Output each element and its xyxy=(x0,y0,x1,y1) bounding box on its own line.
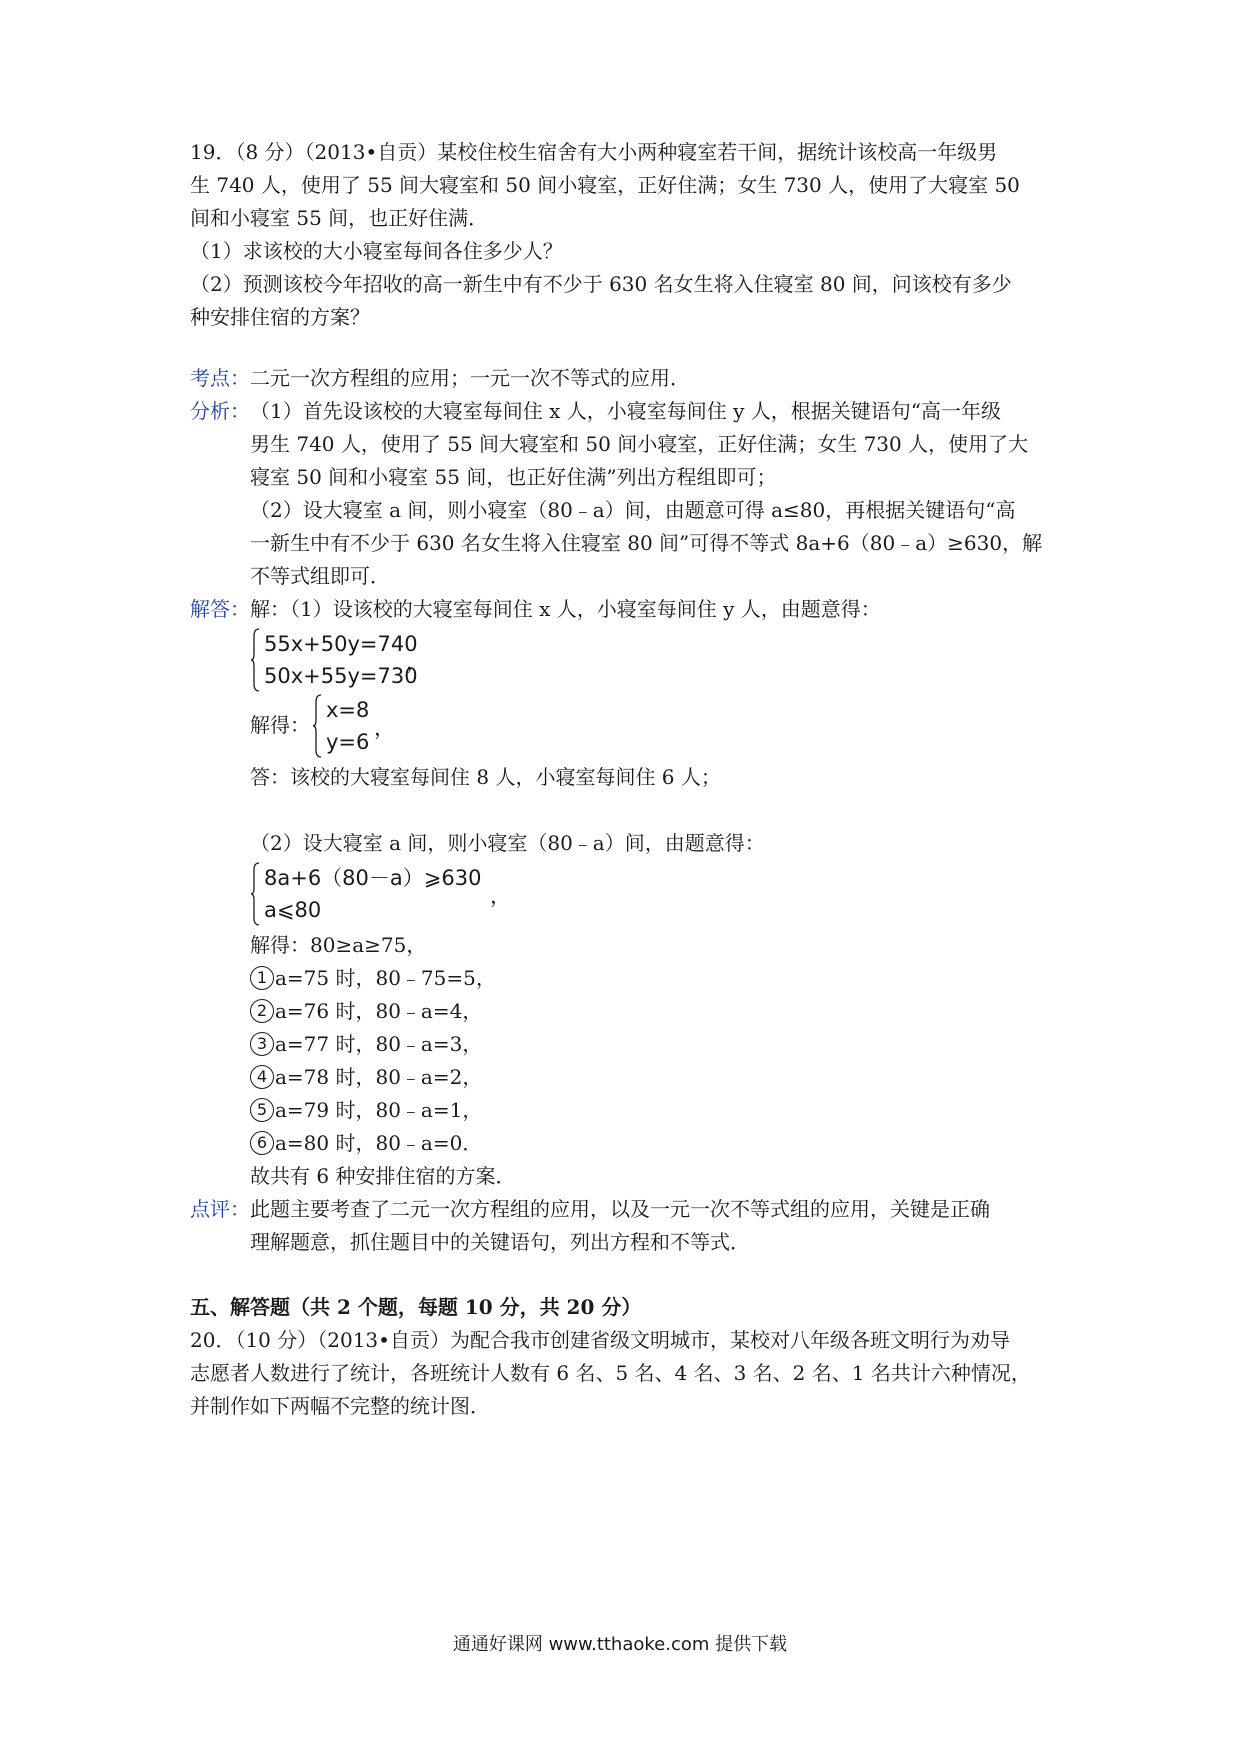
case-4 xyxy=(250,1060,482,1094)
inequality-1: 8a+6（80－a）⩾630 xyxy=(264,866,482,890)
system-1-comma: ， xyxy=(406,650,427,674)
fenxi-line-4: （2）设大寝室 a 间，则小寝室（80﹣a）间，由题意可得 a≤80，再根据关键语句“高 xyxy=(250,498,1016,522)
fenxi-line-5: 一新生中有不少于 630 名女生将入住寝室 80 间”可得不等式 8a+6（80﹣a）≥630，解 xyxy=(250,531,1043,555)
left-brace-icon xyxy=(250,628,260,692)
solve-label: 解得： xyxy=(250,713,310,737)
fenxi-line-2: 男生 740 人，使用了 55 间大寝室和 50 间小寝室，正好住满；女生 730 人，使用了大 xyxy=(250,432,1029,456)
case-1-text: a=75 时，80﹣75=5， xyxy=(275,966,496,990)
q19-line-1: 19．（8 分）（2013•自贡）某校住校生宿舍有大小两种寝室若干间，据统计该校高一年级男 xyxy=(190,140,998,164)
case-4-text: a=78 时，80﹣a=2， xyxy=(275,1065,483,1089)
system-2-comma: ， xyxy=(374,716,395,740)
q19-part2-line-1: （2）预测该校今年招收的高一新生中有不少于 630 名女生将入住寝室 80 间，问该校有多少 xyxy=(190,272,1012,296)
section-heading: 五、解答题（共 2 个题，每题 10 分，共 20 分） xyxy=(190,1295,642,1319)
part2-setup: （2）设大寝室 a 间，则小寝室（80﹣a）间，由题意得： xyxy=(250,831,765,855)
left-brace-icon xyxy=(312,694,322,758)
fenxi-label: 分析： xyxy=(190,399,250,423)
circled-number-3: 3 xyxy=(250,1032,274,1056)
circled-number-2: 2 xyxy=(250,999,274,1023)
equation-1b: 50x+55y=730 xyxy=(264,664,418,688)
q19-part1: （1）求该校的大小寝室每间各住多少人？ xyxy=(190,239,563,263)
equation-system-1 xyxy=(250,628,470,692)
case-3 xyxy=(250,1027,482,1061)
circled-number-1: 1 xyxy=(250,966,274,990)
case-1 xyxy=(250,961,496,995)
dianping-label: 点评： xyxy=(190,1197,250,1221)
fenxi-line-6: 不等式组即可． xyxy=(250,564,390,588)
circled-number-4: 4 xyxy=(250,1065,274,1089)
q20-line-2: 志愿者人数进行了统计，各班统计人数有 6 名、5 名、4 名、3 名、2 名、1 名共计六种情况， xyxy=(190,1361,1031,1385)
case-2-text: a=76 时，80﹣a=4， xyxy=(275,999,483,1023)
solution-y: y=6 xyxy=(326,730,370,754)
q20-line-1: 20．（10 分）（2013•自贡）为配合我市创建省级文明城市，某校对八年级各班文明行为劝导 xyxy=(190,1328,1010,1352)
case-6-text: a=80 时，80﹣a=0． xyxy=(275,1131,483,1155)
circled-number-6: 6 xyxy=(250,1131,274,1155)
answer-1: 答：该校的大寝室每间住 8 人，小寝室每间住 6 人； xyxy=(250,765,721,789)
conclusion: 故共有 6 种安排住宿的方案． xyxy=(250,1164,516,1188)
kaodian-text: 二元一次方程组的应用；一元一次不等式的应用． xyxy=(250,366,690,390)
kaodian-label: 考点： xyxy=(190,366,250,390)
solve-range: 解得：80≥a≥75， xyxy=(250,933,427,957)
fenxi-line-3: 寝室 50 间和小寝室 55 间，也正好住满”列出方程组即可； xyxy=(250,465,777,489)
dianping-line-1: 此题主要考查了二元一次方程组的应用，以及一元一次不等式组的应用，关键是正确 xyxy=(250,1197,990,1221)
case-5-text: a=79 时，80﹣a=1， xyxy=(275,1098,483,1122)
equation-1a: 55x+50y=740 xyxy=(264,632,418,656)
jieda-label: 解答： xyxy=(190,597,250,621)
fenxi-line-1: （1）首先设该校的大寝室每间住 x 人，小寝室每间住 y 人，根据关键语句“高一年级 xyxy=(250,399,1001,423)
q19-line-3: 间和小寝室 55 间，也正好住满． xyxy=(190,206,489,230)
inequality-2: a⩽80 xyxy=(264,898,322,922)
dianping-line-2: 理解题意，抓住题目中的关键语句，列出方程和不等式． xyxy=(250,1230,750,1254)
solution-x: x=8 xyxy=(326,698,370,722)
inequality-system xyxy=(250,862,510,926)
case-2 xyxy=(250,994,482,1028)
left-brace-icon xyxy=(250,862,260,926)
equation-system-2 xyxy=(312,694,432,758)
q20-line-3: 并制作如下两幅不完整的统计图． xyxy=(190,1394,490,1418)
case-6 xyxy=(250,1126,482,1160)
circled-number-5: 5 xyxy=(250,1098,274,1122)
q19-line-2: 生 740 人，使用了 55 间大寝室和 50 间小寝室，正好住满；女生 730 人，使用了大寝室 50 xyxy=(190,173,1020,197)
page-footer: 通通好课网 www.tthaoke.com 提供下载 xyxy=(452,1634,788,1655)
case-5 xyxy=(250,1093,482,1127)
system-3-comma: ， xyxy=(490,884,511,908)
q19-part2-line-2: 种安排住宿的方案？ xyxy=(190,305,370,329)
jieda-line-1: 解：（1）设该校的大寝室每间住 x 人，小寝室每间住 y 人，由题意得： xyxy=(250,597,881,621)
case-3-text: a=77 时，80﹣a=3， xyxy=(275,1032,483,1056)
